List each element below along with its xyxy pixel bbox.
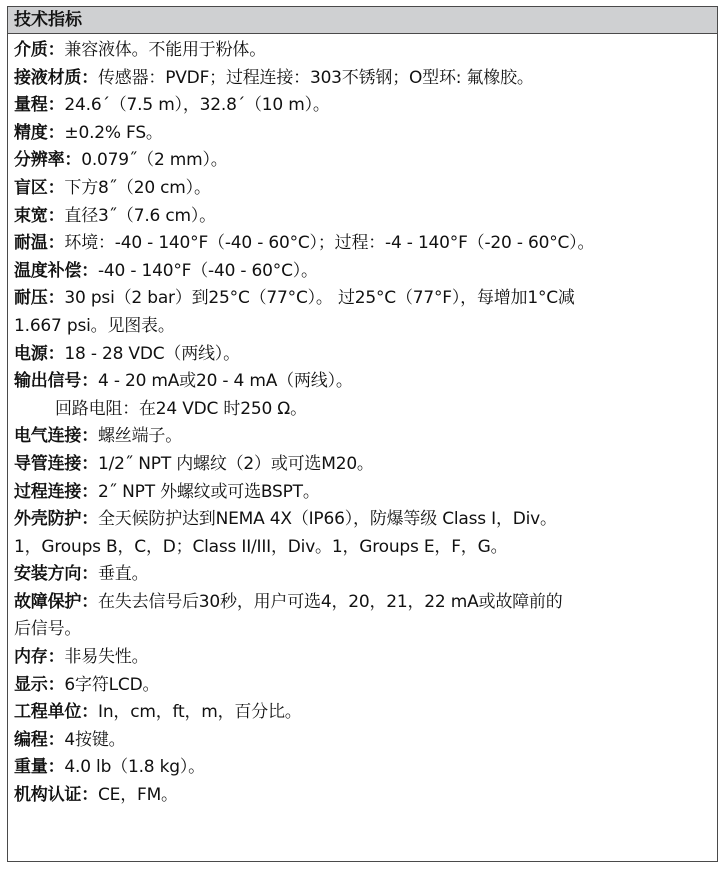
spec-row bbox=[14, 37, 717, 65]
spec-row bbox=[14, 451, 717, 479]
spec-value: 24.6´（7.5 m），32.8´（10 m）。 bbox=[64, 95, 330, 116]
spec-label: 外壳防护： bbox=[14, 509, 98, 530]
spec-value: 传感器：PVDF；过程连接：303不锈钢；O型环: 氟橡胶。 bbox=[98, 67, 534, 88]
spec-row bbox=[14, 782, 717, 810]
spec-value: 4按键。 bbox=[64, 729, 126, 750]
spec-value: 30 psi（2 bar）到25°C（77°C）。 过25°C（77°F），每增加1°C减 bbox=[64, 288, 575, 309]
spec-row bbox=[14, 589, 717, 617]
spec-value: 直径3˝（7.6 cm）。 bbox=[64, 205, 216, 226]
spec-label: 输出信号： bbox=[14, 371, 98, 392]
spec-label: 电源： bbox=[14, 343, 65, 364]
spec-label: 过程连接： bbox=[14, 481, 98, 502]
spec-row bbox=[14, 65, 717, 93]
spec-value: 下方8˝（20 cm）。 bbox=[64, 177, 211, 198]
spec-row bbox=[14, 120, 717, 148]
spec-label: 重量： bbox=[14, 757, 65, 778]
spec-label: 工程单位： bbox=[14, 702, 98, 723]
spec-label: 机构认证： bbox=[14, 785, 98, 806]
spec-value: In，cm，ft，m，百分比。 bbox=[98, 702, 302, 723]
spec-row bbox=[14, 534, 717, 562]
spec-value: 全天候防护达到NEMA 4X（IP66），防爆等级 Class I，Div。 bbox=[98, 509, 557, 530]
spec-label: 编程： bbox=[14, 729, 65, 750]
spec-value: -40 - 140°F（-40 - 60°C）。 bbox=[98, 260, 318, 281]
spec-table-title: 技术指标 bbox=[8, 7, 717, 34]
spec-label: 束宽： bbox=[14, 205, 65, 226]
spec-label: 导管连接： bbox=[14, 453, 98, 474]
spec-value: CE，FM。 bbox=[98, 785, 178, 806]
spec-value: 2˝ NPT 外螺纹或可选BSPT。 bbox=[98, 481, 320, 502]
spec-row bbox=[14, 754, 717, 782]
spec-row bbox=[14, 92, 717, 120]
spec-label: 耐压： bbox=[14, 288, 65, 309]
spec-value: 垂直。 bbox=[98, 564, 149, 585]
spec-label: 内存： bbox=[14, 647, 65, 668]
spec-value: ±0.2% FS。 bbox=[64, 122, 163, 143]
spec-value: 0.079˝（2 mm）。 bbox=[81, 150, 228, 171]
spec-row bbox=[14, 147, 717, 175]
spec-value: 6字符LCD。 bbox=[64, 674, 160, 695]
spec-row bbox=[14, 616, 717, 644]
spec-row bbox=[14, 341, 717, 369]
spec-value: 1/2˝ NPT 内螺纹（2）或可选M20。 bbox=[98, 453, 374, 474]
spec-row bbox=[14, 699, 717, 727]
spec-row bbox=[14, 175, 717, 203]
spec-label: 介质： bbox=[14, 40, 65, 60]
spec-row bbox=[14, 230, 717, 258]
spec-row bbox=[14, 672, 717, 700]
spec-value: 18 - 28 VDC（两线）。 bbox=[64, 343, 240, 364]
spec-value: 4 - 20 mA或20 - 4 mA（两线）。 bbox=[98, 371, 353, 392]
spec-label: 接液材质： bbox=[14, 67, 98, 88]
spec-value: 回路电阻：在24 VDC 时250 Ω。 bbox=[55, 398, 307, 419]
spec-row bbox=[14, 285, 717, 313]
spec-value: 在失去信号后30秒，用户可选4，20，21，22 mA或故障前的 bbox=[98, 591, 563, 612]
spec-row bbox=[14, 258, 717, 286]
spec-label: 安装方向： bbox=[14, 564, 98, 585]
spec-value: 1.667 psi。见图表。 bbox=[14, 315, 175, 336]
spec-label: 耐温： bbox=[14, 233, 65, 254]
spec-label: 电气连接： bbox=[14, 426, 98, 447]
spec-value: 后信号。 bbox=[14, 619, 82, 640]
spec-label: 分辨率： bbox=[14, 150, 82, 171]
spec-label: 盲区： bbox=[14, 177, 65, 198]
spec-value: 非易失性。 bbox=[64, 647, 149, 668]
spec-row bbox=[14, 644, 717, 672]
spec-row bbox=[14, 561, 717, 589]
spec-row bbox=[14, 203, 717, 231]
spec-value: 螺丝端子。 bbox=[98, 426, 182, 447]
spec-label: 精度： bbox=[14, 122, 65, 143]
spec-table bbox=[7, 6, 718, 862]
spec-row bbox=[14, 313, 717, 341]
spec-list bbox=[8, 34, 717, 810]
spec-label: 显示： bbox=[14, 674, 65, 695]
spec-label: 温度补偿： bbox=[14, 260, 98, 281]
spec-row bbox=[14, 368, 717, 396]
spec-row bbox=[14, 506, 717, 534]
spec-value: 4.0 lb（1.8 kg）。 bbox=[64, 757, 205, 778]
spec-value: 兼容液体。不能用于粉体。 bbox=[64, 40, 267, 60]
spec-row bbox=[14, 727, 717, 755]
spec-label: 量程： bbox=[14, 95, 65, 116]
spec-row bbox=[14, 479, 717, 507]
spec-value: 环境：-40 - 140°F（-40 - 60°C）；过程：-4 - 140°F（-20 - 60°C）。 bbox=[64, 233, 595, 254]
spec-value: 1，Groups B，C，D；Class II/III，Div。1，Groups E，F，G。 bbox=[14, 536, 508, 557]
spec-row bbox=[14, 396, 717, 424]
spec-row bbox=[14, 423, 717, 451]
spec-label: 故障保护： bbox=[14, 591, 98, 612]
